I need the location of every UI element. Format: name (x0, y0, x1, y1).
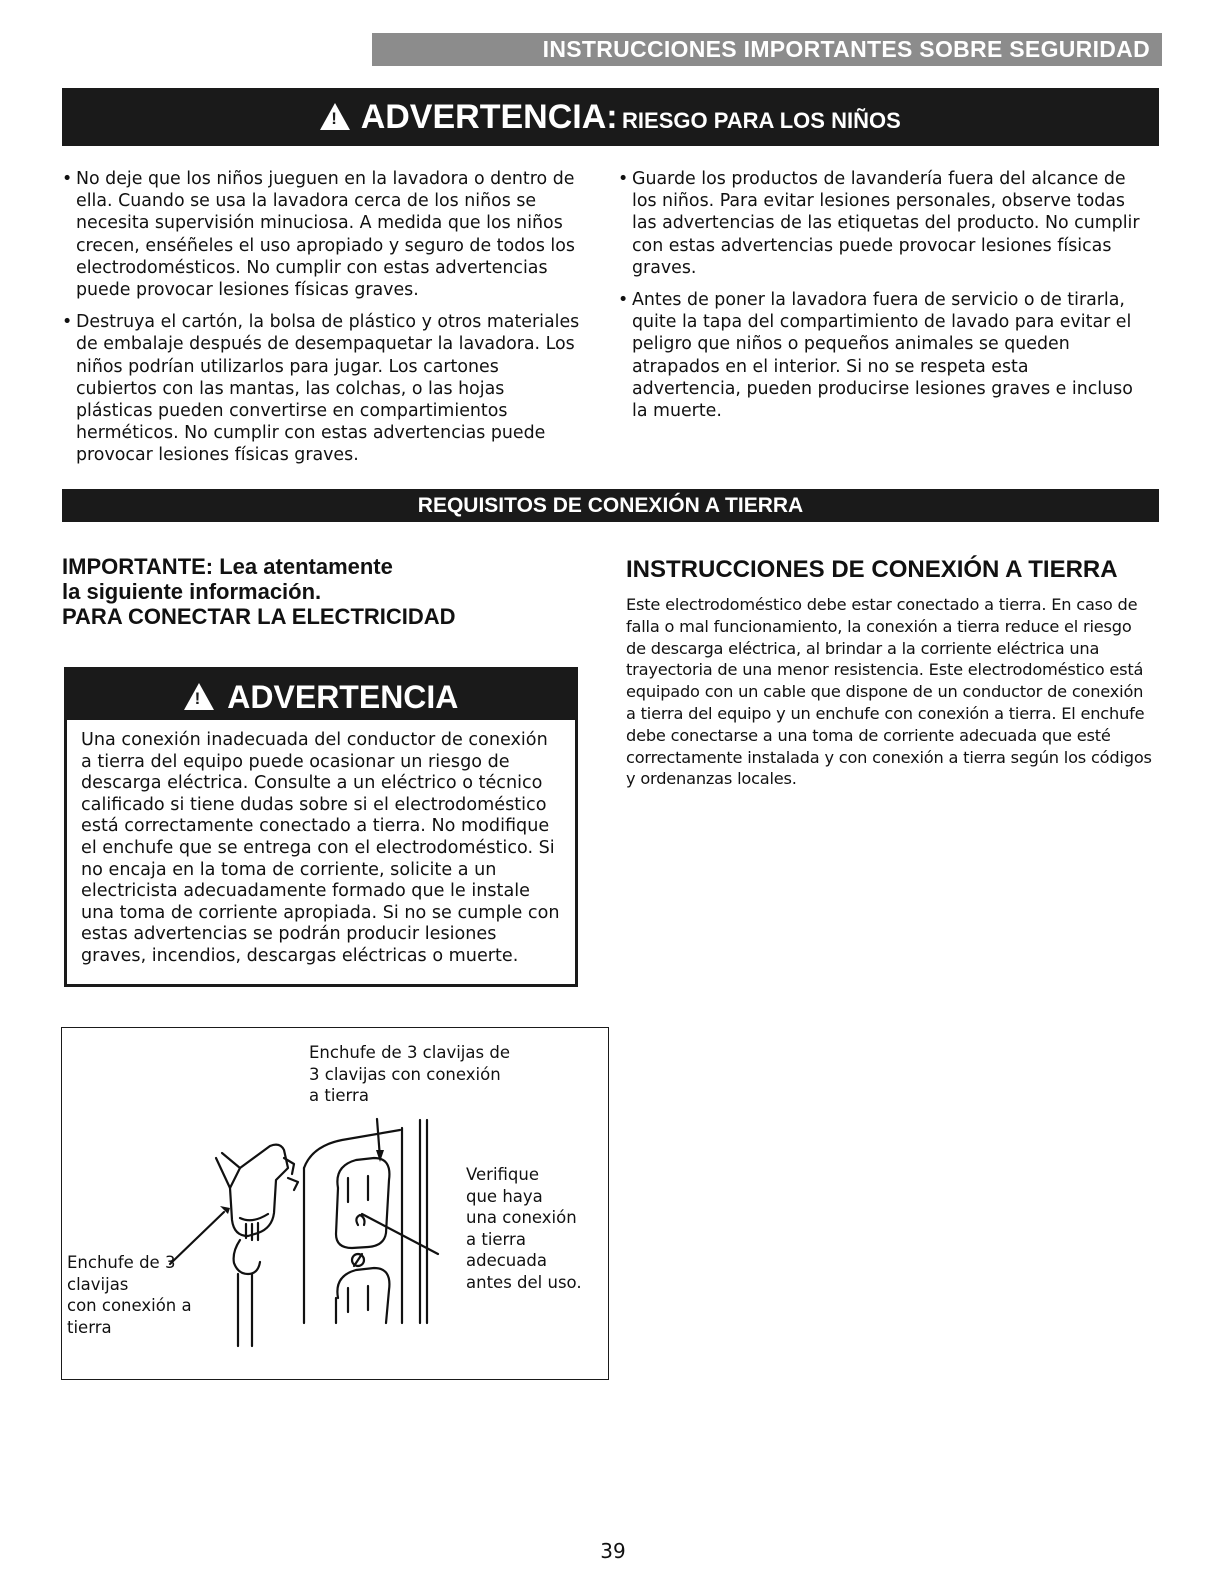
section-header: INSTRUCCIONES IMPORTANTES SOBRE SEGURIDAD (372, 33, 1162, 66)
verify-label: Verifique que haya una conexión a tierra adecuada antes del uso. (466, 1165, 582, 1292)
grounding-instructions-text: Este electrodoméstico debe estar conectado a tierra. En caso de falla o mal funcionamiento, la conexión a tierra reduce el riesgo de descarga eléctrica, al brindar a la corriente eléctrica una trayectoria de una menor resistencia. Este electrodoméstico está equipado con un cable que dispone de un conductor de conexión a tierra del equipo y un enchufe con conexión a tierra. El enchufe debe conectarse a una toma de corriente adecuada que esté correctamente instalada y con conexión a tierra según los códigos y ordenanzas locales. (626, 595, 1152, 789)
warning-box-header (67, 670, 575, 720)
important-line-2: la siguiente información. (62, 579, 322, 604)
children-warning-banner (62, 88, 1159, 146)
grounding-section-header: REQUISITOS DE CONEXIÓN A TIERRA (62, 489, 1159, 522)
warning-box-title: ADVERTENCIA (227, 679, 459, 715)
list-item: • No deje que los niños jueguen en la lavadora o dentro de ella. Cuando se usa la lavadora cerca de los niños se necesita supervisión minuciosa. A medida que los niños crecen, enséñeles el uso apropiado y seguro de todos los electrodomésticos. No cumplir con estas advertencias puede provocar lesiones físicas graves. (62, 168, 582, 301)
warning-triangle-icon: ! (320, 103, 350, 130)
children-warnings-right (618, 168, 1143, 432)
page-number: 39 (600, 1539, 626, 1563)
important-line-3: PARA CONECTAR LA ELECTRICIDAD (62, 604, 456, 629)
electrical-warning-box (64, 667, 578, 987)
grounding-instructions-title: INSTRUCCIONES DE CONEXIÓN A TIERRA (626, 556, 1118, 583)
warning-triangle-icon: ! (184, 683, 214, 710)
important-notice (62, 554, 582, 629)
plug-label: Enchufe de 3 clavijas con conexión a tierra (67, 1253, 192, 1337)
warning-banner-subtitle: RIESGO PARA LOS NIÑOS (622, 108, 901, 133)
list-item: • Guarde los productos de lavandería fuera del alcance de los niños. Para evitar lesiones personales, observe todas las advertencias de las etiquetas del producto. No cumplir con estas advertencias puede provocar lesiones físicas graves. (618, 168, 1143, 279)
list-item: • Destruya el cartón, la bolsa de plástico y otros materiales de embalaje después de desempaquetar la lavadora. Los niños podrían utilizarlos para jugar. Los cartones cubiertos con las mantas, las colchas, o las hojas plásticas pueden convertirse en compartimientos herméticos. No cumplir con estas advertencias puede provocar lesiones físicas graves. (62, 311, 582, 466)
warning-box-text: Una conexión inadecuada del conductor de conexión a tierra del equipo puede ocasionar un riesgo de descarga eléctrica. Consulte a un eléctrico o técnico calificado si tiene dudas sobre si el electrodoméstico está correctamente conectado a tierra. No modifique el enchufe que se entrega con el electrodoméstico. Si no encaja en la toma de corriente, solicite a un electricista adecuadamente formado que le instale una toma de corriente apropiada. Si no se cumple con estas advertencias se podrán producir lesiones graves, incendios, descargas eléctricas o muerte. (81, 730, 560, 966)
children-warnings-left (62, 168, 582, 477)
grounding-figure (61, 1027, 609, 1380)
warning-banner-title: ADVERTENCIA: (360, 98, 618, 136)
important-line-1: IMPORTANTE: Lea atentamente (62, 554, 393, 579)
list-item: • Antes de poner la lavadora fuera de servicio o de tirarla, quite la tapa del compartimiento de lavado para evitar el peligro que niños o pequeños animales se queden atrapados en el interior. Si no se respeta esta advertencia, pueden producirse lesiones graves e incluso la muerte. (618, 289, 1143, 422)
outlet-label: Enchufe de 3 clavijas de 3 clavijas con conexión a tierra (309, 1043, 510, 1105)
